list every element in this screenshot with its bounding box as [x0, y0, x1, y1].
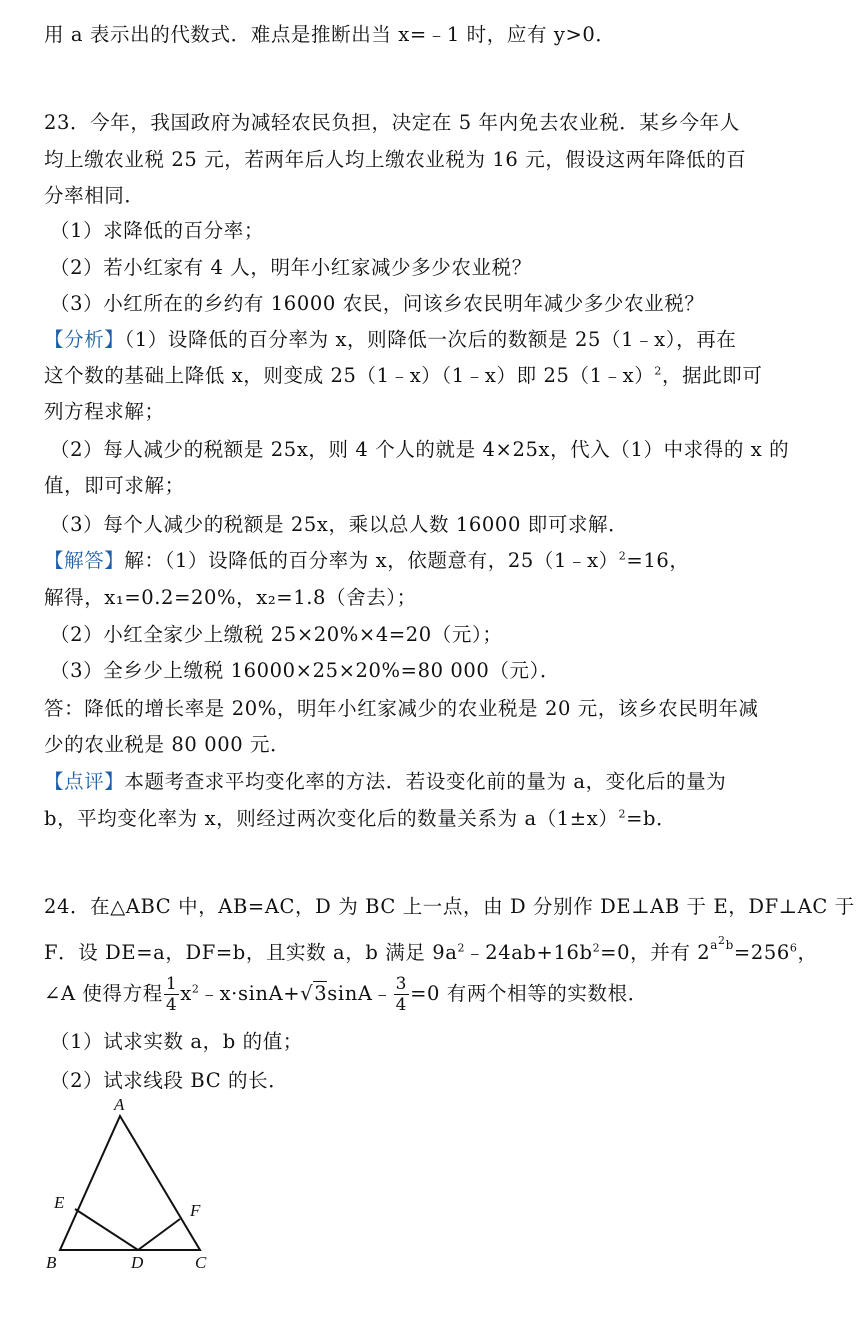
q23-subquestion-3: （3）小红所在的乡约有 16000 农民，问该乡农民明年减少多少农业税？: [50, 292, 705, 315]
comment-text-2b: =b．: [626, 807, 677, 830]
label-b: B: [46, 1253, 57, 1272]
answer-tag: 【解答】: [44, 549, 125, 572]
q23-comment-line-1: [44, 767, 726, 797]
triangle-abc: [60, 1116, 200, 1250]
q24-stem-line-3: [44, 972, 648, 1016]
exponent: 2: [457, 941, 466, 955]
q23-stem-line-3: 分率相同．: [44, 184, 145, 207]
answer-text-1b: =16，: [626, 549, 690, 572]
exponent: 2: [191, 982, 200, 996]
q23-analysis-line-4: （2）每人减少的税额是 25x，则 4 个人的就是 4×25x，代入（1）中求得的 x 的: [50, 438, 790, 461]
q24-text-2h: ，: [797, 941, 818, 964]
q23-analysis-line-1: [44, 325, 736, 355]
q23-answer-line-5: 答：降低的增长率是 20%，明年小红家减少的农业税是 20 元，该乡农民明年减: [44, 697, 759, 720]
comment-tag: 【点评】: [44, 770, 125, 793]
q24-text-3d: sinA﹣: [327, 982, 393, 1005]
q24-text-3c: ﹣x·sinA+: [199, 982, 301, 1005]
q24-text-3a: ∠A 使得方程: [44, 982, 163, 1005]
exponent: 2: [618, 807, 627, 821]
q23-answer-line-4: （3）全乡少上缴税 16000×25×20%=80 000（元）．: [50, 659, 561, 682]
exponent: 2: [618, 549, 627, 563]
q23-analysis-line-2: [44, 361, 763, 391]
comment-text-2a: b，平均变化率为 x，则经过两次变化后的数量关系为 a（1±x）: [44, 807, 619, 830]
triangle-figure: [40, 1092, 220, 1282]
q24-text-2f: =256: [733, 941, 790, 964]
q23-subquestion-2: （2）若小红家有 4 人，明年小红家减少多少农业税？: [50, 256, 532, 279]
q23-comment-line-2: [44, 804, 676, 834]
exponent: 2: [592, 941, 601, 955]
q23-stem-line-2: 均上缴农业税 25 元，若两年后人均上缴农业税为 16 元，假设这两年降低的百: [44, 148, 747, 171]
segment-df: [138, 1219, 180, 1250]
q24-stem-line-2: [44, 930, 818, 968]
exponent: 2: [654, 364, 662, 378]
previous-answer-tail: 用 a 表示出的代数式．难点是推断出当 x=﹣1 时，应有 y>0．: [44, 23, 616, 46]
q24-text-2c: =0，并有 2: [600, 941, 711, 964]
sqrt-radicand: 3: [314, 982, 328, 1005]
sqrt-symbol: √: [300, 982, 314, 1005]
fraction-three-quarters: $\frac{3}{4}$: [395, 974, 408, 1015]
answer-text-1a: 解：（1）设降低的百分率为 x，依题意有，25（1﹣x）: [124, 549, 619, 572]
exponent: 6: [789, 941, 798, 955]
comment-text-1: 本题考查求平均变化率的方法．若设变化前的量为 a，变化后的量为: [124, 770, 727, 793]
q24-text-3e: =0 有两个相等的实数根．: [410, 982, 648, 1005]
q24-subquestion-2: （2）试求线段 BC 的长．: [50, 1069, 289, 1092]
q24-subquestion-1: （1）试求实数 a，b 的值；: [50, 1030, 303, 1053]
fraction-one-quarter: $\frac{1}{4}$: [165, 974, 178, 1015]
q23-answer-line-1: [44, 546, 689, 576]
q23-stem-line-1: 23．今年，我国政府为减轻农民负担，决定在 5 年内免去农业税．某乡今年人: [44, 111, 740, 134]
label-e: E: [54, 1193, 65, 1212]
label-a: A: [114, 1095, 125, 1114]
q23-answer-line-3: （2）小红全家少上缴税 25×20%×4=20（元）；: [50, 623, 503, 646]
q23-answer-line-2: 解得，x₁=0.2=20%，x₂=1.8（舍去）；: [44, 586, 417, 609]
q23-analysis-line-6: （3）每个人减少的税额是 25x，乘以总人数 16000 即可求解．: [50, 513, 629, 536]
analysis-tag: 【分析】: [44, 328, 125, 351]
q24-stem-line-1: 24．在△ABC 中，AB=AC，D 为 BC 上一点，由 D 分别作 DE⊥AB 于 E，DF⊥AC 于: [44, 895, 855, 918]
q23-answer-line-6: 少的农业税是 80 000 元．: [44, 733, 291, 756]
label-c: C: [195, 1253, 207, 1272]
q24-text-3b: x: [180, 982, 192, 1005]
q23-analysis-line-5: 值，即可求解；: [44, 474, 185, 497]
analysis-text-2b: ，据此即可: [662, 364, 763, 387]
label-f: F: [190, 1201, 201, 1220]
analysis-text-2a: 这个数的基础上降低 x，则变成 25（1﹣x）（1﹣x）即 25（1﹣x）: [44, 364, 655, 387]
q24-text-2a: F．设 DE=a，DF=b，且实数 a，b 满足 9a: [44, 941, 458, 964]
label-d: D: [131, 1253, 144, 1272]
q23-subquestion-1: （1）求降低的百分率；: [50, 219, 265, 242]
q23-analysis-line-3: 列方程求解；: [44, 400, 165, 423]
analysis-text-1: （1）设降低的百分率为 x，则降低一次后的数额是 25（1﹣x），再在: [124, 328, 737, 351]
power-exponent: a2b: [710, 934, 734, 952]
q24-text-2b: ﹣24ab+16b: [465, 941, 593, 964]
segment-de: [75, 1209, 138, 1250]
